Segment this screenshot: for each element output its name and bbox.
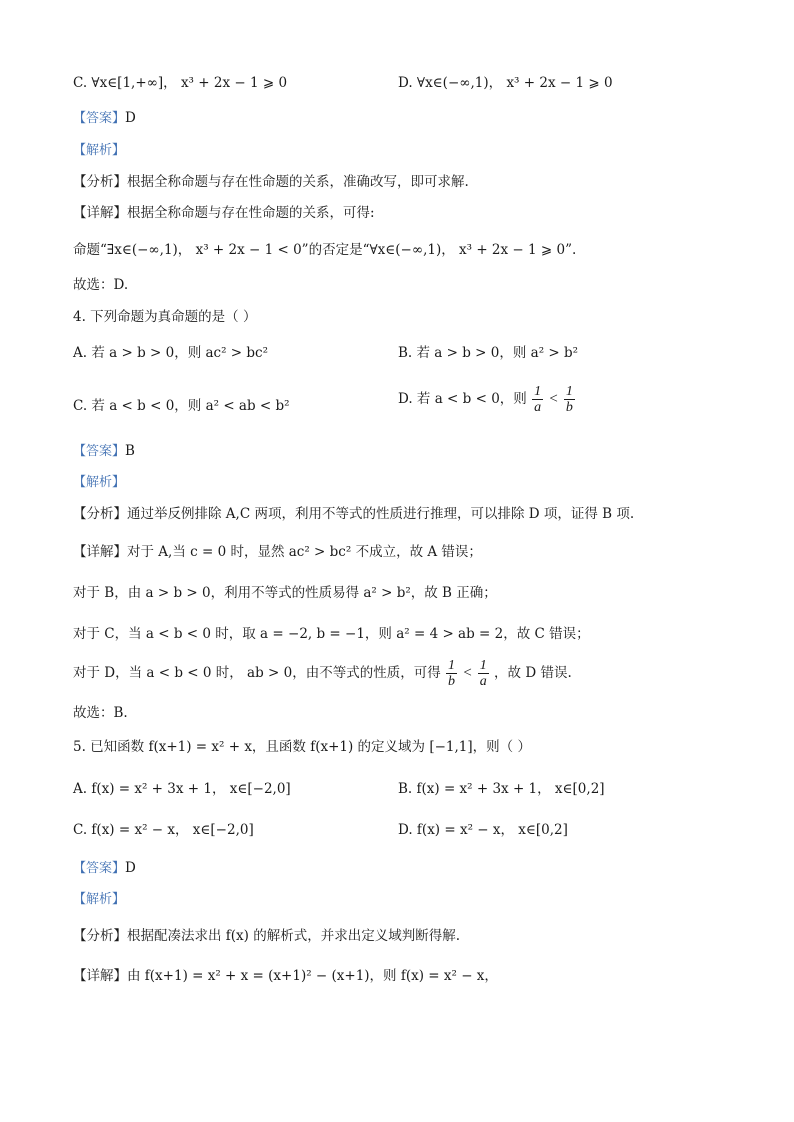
fenxi-tag: 【分析】: [73, 928, 127, 944]
q5-fenxi-row: [73, 926, 460, 946]
q4-detail-b: 对于 B，由 a > b > 0，利用不等式的性质易得 a² > b²，故 B 正确；: [73, 585, 497, 601]
fraction: [446, 658, 457, 689]
q5-option-b: B. f(x) = x² + 3x + 1， x∈[0,2]: [398, 781, 605, 797]
q5-xiangjie-row: [73, 966, 498, 986]
q4-option-b: B. 若 a > b > 0，则 a² > b²: [398, 345, 579, 361]
answer-tag: 【答案】: [73, 861, 126, 876]
fenxi-tag: 【分析】: [73, 506, 127, 522]
fraction: [564, 384, 575, 415]
q4-fenxi-row: [73, 504, 634, 524]
q4-jiexi-row: [73, 472, 125, 493]
frac-denominator: b: [565, 400, 573, 415]
q5-xiangjie-text: 由 f(x+1) = x² + x = (x+1)² − (x+1)，则 f(x) = x² − x，: [127, 968, 498, 984]
q3-negation-statement: 命题“∃x∈(−∞,1)， x³ + 2x − 1 < 0”的否定是“∀x∈(−∞,1)， x³ + 2x − 1 ⩾ 0”.: [73, 242, 577, 258]
fenxi-tag: 【分析】: [73, 174, 127, 190]
q3-option-d: D. ∀x∈(−∞,1)， x³ + 2x − 1 ⩾ 0: [398, 75, 613, 91]
q3-xiangjie-text: 根据全称命题与存在性命题的关系，可得:: [127, 205, 375, 221]
frac-numerator: 1: [479, 658, 487, 673]
answer-tag: 【答案】: [73, 111, 126, 126]
q3-fenxi-row: [73, 172, 469, 192]
q3-jiexi-row: [73, 140, 125, 161]
q4-option-c: C. 若 a < b < 0，则 a² < ab < b²: [73, 398, 290, 414]
q4-answer: B: [125, 443, 135, 459]
q3-answer-row: [73, 108, 136, 129]
q4-stem: 4. 下列命题为真命题的是（ ）: [73, 309, 257, 325]
q4-answer-row: [73, 441, 135, 462]
q4-detail-d: [73, 658, 572, 689]
q3-xiangjie-row: [73, 203, 375, 223]
q5-option-c: C. f(x) = x² − x， x∈[−2,0]: [73, 822, 254, 838]
q5-jiexi-row: [73, 889, 125, 910]
xiangjie-tag: 【详解】: [73, 544, 127, 560]
q3-choose: 故选：D.: [73, 277, 129, 293]
fraction: [478, 658, 489, 689]
q4-detail-a: 对于 A,当 c = 0 时，显然 ac² > bc² 不成立，故 A 错误；: [127, 544, 482, 560]
frac-numerator: 1: [565, 384, 573, 399]
q5-option-d: D. f(x) = x² − x， x∈[0,2]: [398, 822, 568, 838]
analysis-tag: 【解析】: [73, 892, 126, 907]
frac-numerator: 1: [534, 384, 542, 399]
q5-answer: D: [125, 860, 136, 876]
less-than-sign: <: [548, 391, 559, 407]
fraction: [532, 384, 543, 415]
q3-option-c: C. ∀x∈[1,+∞]， x³ + 2x − 1 ⩾ 0: [73, 75, 288, 91]
answer-tag: 【答案】: [73, 444, 126, 459]
xiangjie-tag: 【详解】: [73, 968, 127, 984]
q5-fenxi-text: 根据配凑法求出 f(x) 的解析式，并求出定义域判断得解.: [127, 928, 461, 944]
q4-option-a: A. 若 a > b > 0，则 ac² > bc²: [73, 345, 269, 361]
frac-denominator: a: [479, 674, 487, 689]
q4-choose: 故选：B.: [73, 705, 128, 721]
less-than-sign: <: [462, 665, 473, 681]
q4-xiangjie-row: [73, 542, 482, 562]
q5-answer-row: [73, 858, 136, 879]
q4-detail-c: 对于 C，当 a < b < 0 时，取 a = −2, b = −1，则 a² = 4 > ab = 2，故 C 错误；: [73, 626, 590, 642]
q5-stem: 5. 已知函数 f(x+1) = x² + x，且函数 f(x+1) 的定义域为 [−1,1]，则（ ）: [73, 739, 531, 755]
q4-detail-d-prefix: 对于 D，当 a < b < 0 时， ab > 0，由不等式的性质，可得: [73, 665, 441, 681]
q4-detail-d-suffix: ，故 D 错误.: [494, 665, 572, 681]
xiangjie-tag: 【详解】: [73, 205, 127, 221]
frac-denominator: b: [448, 674, 456, 689]
frac-denominator: a: [534, 400, 542, 415]
q4-option-d-prefix: D. 若 a < b < 0，则: [398, 391, 527, 407]
q3-fenxi-text: 根据全称命题与存在性命题的关系，准确改写，即可求解.: [127, 174, 469, 190]
analysis-tag: 【解析】: [73, 475, 126, 490]
q5-option-a: A. f(x) = x² + 3x + 1， x∈[−2,0]: [73, 781, 291, 797]
analysis-tag: 【解析】: [73, 143, 126, 158]
q4-fenxi-text: 通过举反例排除 A,C 两项，利用不等式的性质进行推理，可以排除 D 项，证得 B 项.: [127, 506, 635, 522]
q3-answer: D: [125, 110, 136, 126]
frac-numerator: 1: [448, 658, 456, 673]
q4-option-d: [398, 384, 576, 415]
